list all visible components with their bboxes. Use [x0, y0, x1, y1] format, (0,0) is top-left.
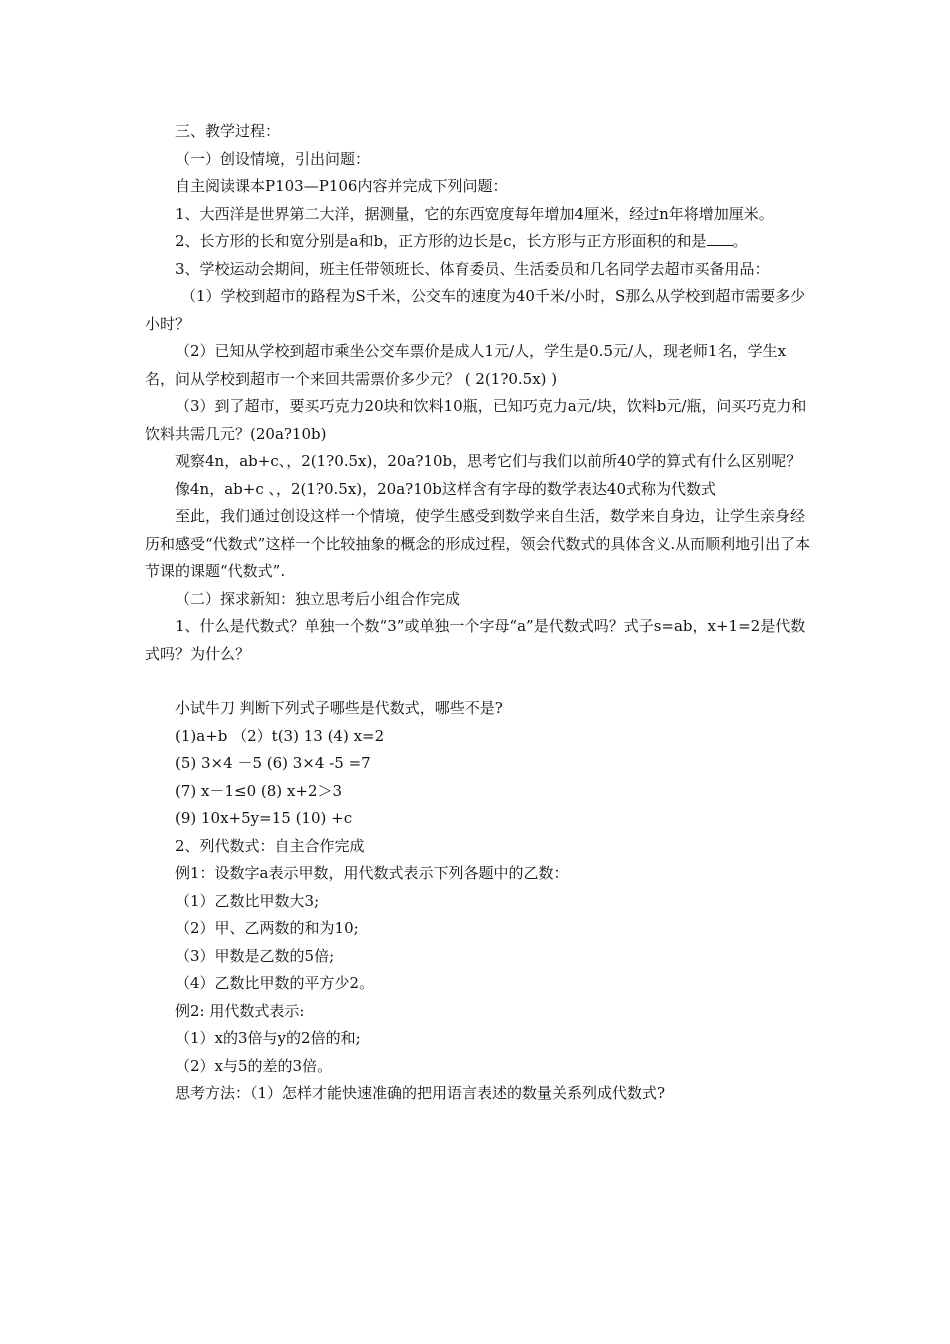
reading-intro: 自主阅读课本P103—P106内容并完成下列问题： [175, 177, 508, 195]
question-3-part-2: （2）已知从学校到超市乘坐公交车票价是成人1元/人，学生是0.5元/人，现老师1名，学生x名，问从学校到超市一个来回共需票价多少元？ ( 2(1?0.5x) ) [145, 342, 787, 388]
question-2-end: 。 [732, 232, 748, 250]
observe-paragraph: 观察4n，ab+c、，2(1?0.5x)，20a?10b，思考它们与我们以前所40学的算式有什么区别呢？ [175, 452, 802, 470]
example-1-item: （4）乙数比甲数的平方少2。 [175, 974, 375, 992]
document-body [145, 118, 815, 1108]
trial-item: (7) x－1≤0 (8) x+2＞3 [175, 781, 343, 800]
spacer [145, 668, 815, 695]
summary-paragraph: 至此，我们通过创设这样一个情境，使学生感受到数学来自生活，数学来自身边，让学生亲身经历和感受“代数式”这样一个比较抽象的概念的形成过程，领会代数式的具体含义.从而顺利地引出了本节课的课题“代数式”. [145, 507, 811, 580]
trial-item: (5) 3×4 －5 (6) 3×4 -5 =7 [175, 754, 371, 772]
list-title: 2、列代数式：自主合作完成 [175, 836, 365, 855]
question-3-part-1: （1）学校到超市的路程为S千米，公交车的速度为40千米/小时，S那么从学校到超市需要多少小时？ [145, 287, 806, 333]
section-title: 三、教学过程： [175, 122, 281, 140]
subsection-title-2: （二）探求新知：独立思考后小组合作完成 [175, 589, 461, 608]
question-2 [145, 228, 815, 256]
trial-item: (9) 10x+5y=15 (10) +c [175, 809, 353, 827]
what-is-question: 1、什么是代数式？单独一个数“3”或单独一个字母“a”是代数式吗？式子s=ab，x+1=2是代数式吗？为什么？ [145, 617, 806, 663]
example-2-item: （1）x的3倍与y的2倍的和; [175, 1029, 361, 1047]
question-1: 1、大西洋是世界第二大洋，据测量，它的东西宽度每年增加4厘米，经过n年将增加厘米。 [175, 204, 774, 223]
definition-paragraph: 像4n，ab+c 、，2(1?0.5x)，20a?10b这样含有字母的数学表达40式称为代数式 [175, 479, 716, 498]
answer-blank [707, 231, 733, 246]
question-3: 3、学校运动会期间，班主任带领班长、体育委员、生活委员和几名同学去超市买备用品： [175, 259, 770, 278]
trial-item: (1)a+b （2）t(3) 13 (4) x=2 [175, 726, 385, 745]
example-1-title: 例1：设数字a表示甲数，用代数式表示下列各题中的乙数： [175, 864, 569, 882]
example-1-item: （3）甲数是乙数的5倍; [175, 946, 335, 965]
example-2-item: （2）x与5的差的3倍。 [175, 1056, 333, 1075]
question-2-text: 2、长方形的长和宽分别是a和b，正方形的边长是c，长方形与正方形面积的和是 [175, 232, 707, 250]
question-3-part-3: （3）到了超市，要买巧克力20块和饮料10瓶，已知巧克力a元/块，饮料b元/瓶，问买巧克力和饮料共需几元？(20a?10b) [145, 397, 807, 443]
example-1-item: （2）甲、乙两数的和为10; [175, 919, 359, 937]
example-2-title: 例2: 用代数式表示: [175, 1001, 305, 1020]
example-1-item: （1）乙数比甲数大3; [175, 891, 320, 910]
trial-title: 小试牛刀 判断下列式子哪些是代数式，哪些不是? [175, 699, 503, 717]
subsection-title-1: （一）创设情境，引出问题： [175, 149, 371, 168]
think-method: 思考方法：（1）怎样才能快速准确的把用语言表述的数量关系列成代数式? [175, 1084, 666, 1102]
